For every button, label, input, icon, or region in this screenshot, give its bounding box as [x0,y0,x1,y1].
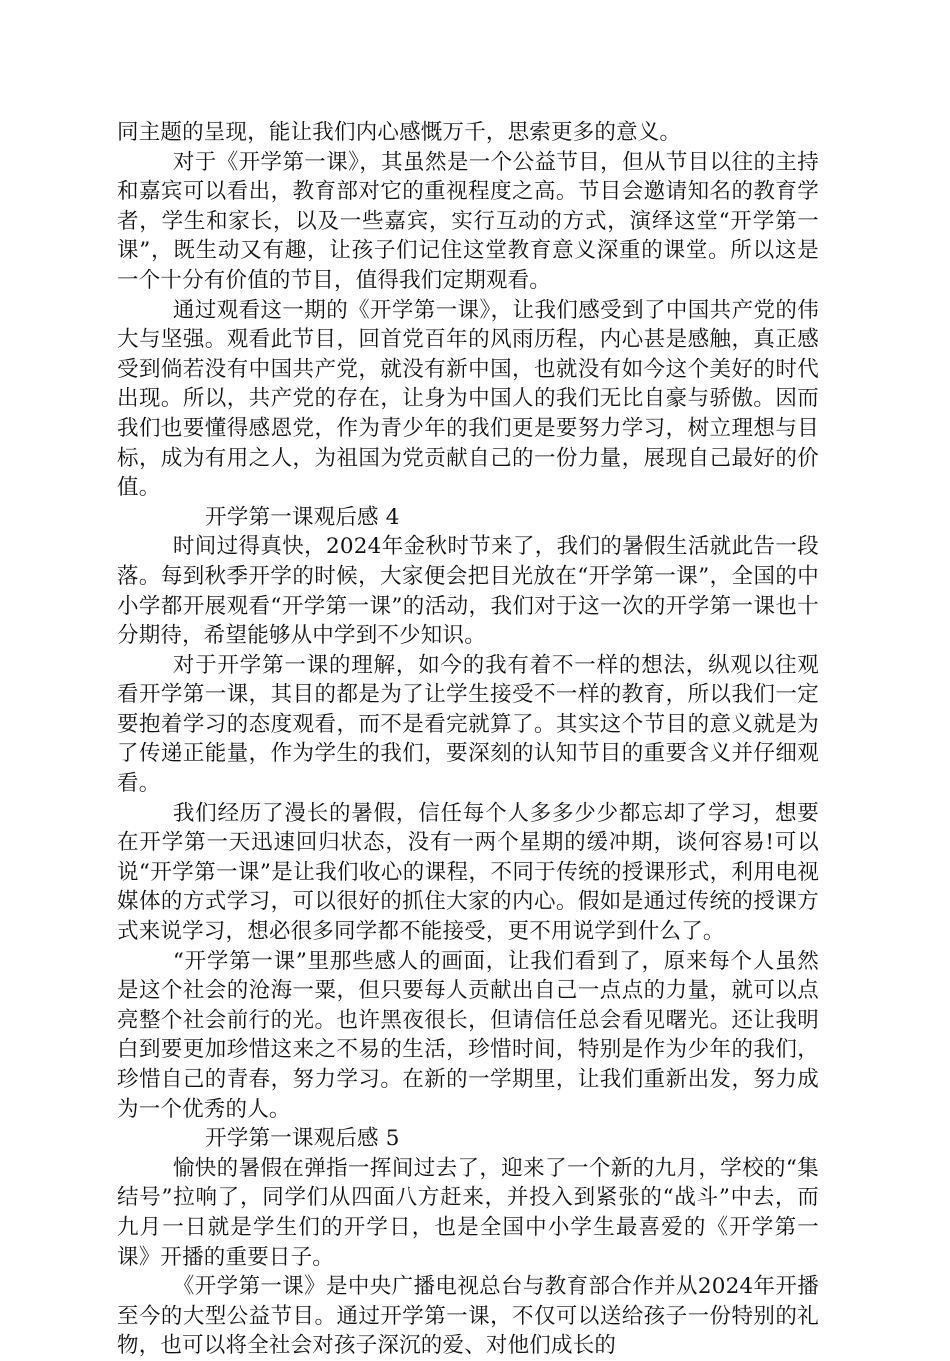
paragraph: 《开学第一课》是中央广播电视总台与教育部合作并从2024年开播至今的大型公益节目。通过开学第一课，不仅可以送给孩子一份特别的礼物，也可以将全社会对孩子深沉的爱、对他们成长的 [117,1274,819,1359]
paragraph: 我们经历了漫长的暑假，信任每个人多多少少都忘却了学习，想要在开学第一天迅速回归状态，没有一两个星期的缓冲期，谈何容易!可以说“开学第一课”是让我们收心的课程，不同于传统的授课形式，利用电视媒体的方式学习，可以很好的抓住大家的内心。假如是通过传统的授课方式来说学习，想必很多同学都不能接受，更不用说学到什么了。 [117,800,819,945]
paragraph: 对于《开学第一课》，其虽然是一个公益节目，但从节目以往的主持和嘉宾可以看出，教育部对它的重视程度之高。节目会邀请知名的教育学者，学生和家长，以及一些嘉宾，实行互动的方式，演绎这堂“开学第一课”，既生动又有趣，让孩子们记住这堂教育意义深重的课堂。所以这是一个十分有价值的节目，值得我们定期观看。 [117,149,819,293]
section-heading: 开学第一课观后感 4 [205,504,400,530]
paragraph: “开学第一课”里那些感人的画面，让我们看到了，原来每个人虽然是这个社会的沧海一粟，但只要每人贡献出自己一点点的力量，就可以点亮整个社会前行的光。也许黑夜很长，但请信任总会看见曙光。还让我明白到要更加珍惜这来之不易的生活，珍惜时间，特别是作为少年的我们，珍惜自己的青春，努力学习。在新的一学期里，让我们重新出发，努力成为一个优秀的人。 [117,948,819,1122]
document-body [117,118,819,1361]
section-heading: 开学第一课观后感 5 [205,1126,400,1152]
paragraph-continuation: 同主题的呈现，能让我们内心感慨万千，思索更多的意义。 [117,120,682,145]
paragraph: 愉快的暑假在弹指一挥间过去了，迎来了一个新的九月，学校的“集结号”拉响了，同学们从四面八方赶来，并投入到紧张的“战斗”中去，而九月一日就是学生们的开学日，也是全国中小学生最喜爱的《开学第一课》开播的重要日子。 [117,1155,819,1270]
paragraph: 时间过得真快，2024年金秋时节来了，我们的暑假生活就此告一段落。每到秋季开学的时候，大家便会把目光放在“开学第一课”，全国的中小学都开展观看“开学第一课”的活动，我们对于这一次的开学第一课也十分期待，希望能够从中学到不少知识。 [117,534,819,649]
paragraph: 对于开学第一课的理解，如今的我有着不一样的想法，纵观以往观看开学第一课，其目的都是为了让学生接受不一样的教育，所以我们一定要抱着学习的态度观看，而不是看完就算了。其实这个节目的意义就是为了传递正能量，作为学生的我们，要深刻的认知节目的重要含义并仔细观看。 [117,652,819,797]
paragraph: 通过观看这一期的《开学第一课》，让我们感受到了中国共产党的伟大与坚强。观看此节目，回首党百年的风雨历程，内心甚是感触，真正感受到倘若没有中国共产党，就没有新中国，也就没有如今这个美好的时代出现。所以，共产党的存在，让身为中国人的我们无比自豪与骄傲。因而我们也要懂得感恩党，作为青少年的我们更是要努力学习，树立理想与目标，成为有用之人，为祖国为党贡献自己的一份力量，展现自己最好的价值。 [117,297,819,501]
